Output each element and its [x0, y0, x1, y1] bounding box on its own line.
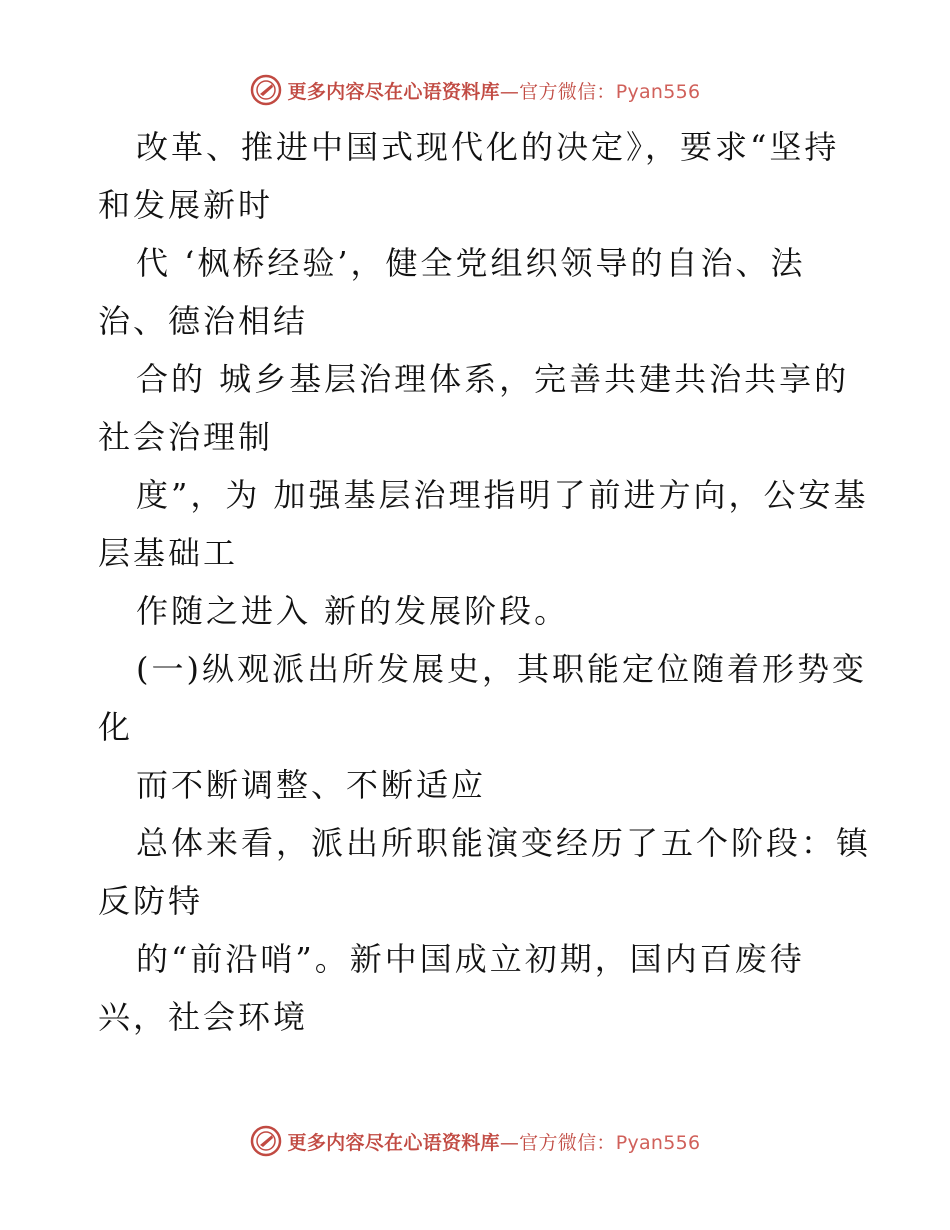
banner-text — [288, 77, 701, 104]
text-line: 而不断调整、不断适应 — [136, 766, 487, 804]
banner-label: 更多内容尽在心语资料库 — [287, 1131, 500, 1154]
section-heading-line: (一)纵观派出所发展史，其职能定位随着形势变 — [136, 650, 867, 688]
text-line: 反防特 — [98, 882, 204, 920]
banner-separator: — — [499, 80, 520, 103]
text-line: 的“前沿哨”。新中国成立初期，国内百废待 — [136, 940, 805, 978]
text-line: 改革、推进中国式现代化的决定》，要求“坚持 — [136, 128, 840, 166]
banner-account: Pyan556 — [615, 1131, 701, 1154]
header-watermark-banner — [0, 70, 950, 110]
banner-channel: 官方微信： — [519, 80, 616, 103]
text-line: 化 — [98, 708, 134, 746]
text-line: 和发展新时 — [98, 186, 274, 224]
seal-logo-icon — [250, 1125, 282, 1157]
banner-channel: 官方微信： — [519, 1131, 616, 1154]
document-body — [98, 118, 898, 1046]
banner-text — [288, 1128, 701, 1155]
text-line: 治、德治相结 — [98, 302, 309, 340]
text-line: 社会治理制 — [98, 418, 274, 456]
text-line: 度”，为 加强基层治理指明了前进方向，公安基 — [136, 476, 869, 514]
banner-account: Pyan556 — [615, 80, 701, 103]
footer-watermark-banner — [0, 1121, 950, 1161]
text-line: 总体来看，派出所职能演变经历了五个阶段：镇 — [136, 824, 872, 862]
text-line: 代 ‘枫桥经验’，健全党组织领导的自治、法 — [136, 244, 806, 282]
seal-logo-icon — [250, 74, 282, 106]
banner-label: 更多内容尽在心语资料库 — [287, 80, 500, 103]
text-line: 层基础工 — [98, 534, 239, 572]
text-line: 兴，社会环境 — [98, 998, 309, 1036]
text-line: 作随之进入 新的发展阶段。 — [136, 592, 570, 630]
text-line: 合的 城乡基层治理体系，完善共建共治共享的 — [136, 360, 850, 398]
banner-separator: — — [499, 1131, 520, 1154]
